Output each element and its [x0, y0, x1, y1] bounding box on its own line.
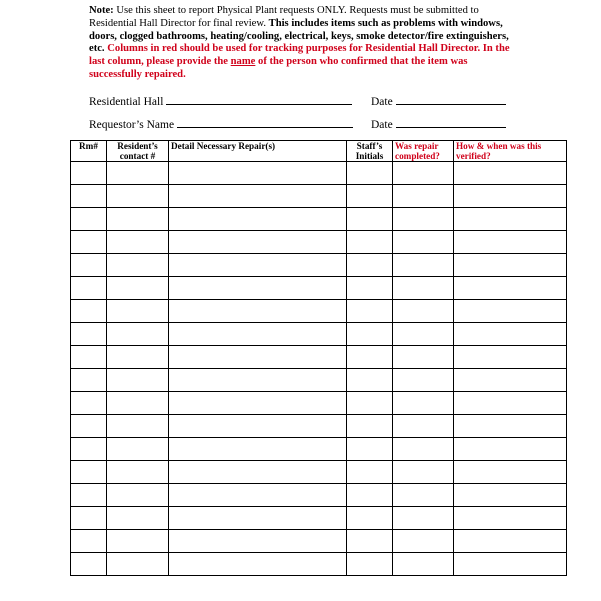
table-cell[interactable] — [454, 415, 567, 438]
table-row — [71, 461, 567, 484]
table-cell[interactable] — [107, 162, 169, 185]
table-row — [71, 369, 567, 392]
table-row — [71, 484, 567, 507]
table-cell[interactable] — [393, 461, 454, 484]
table-cell[interactable] — [393, 162, 454, 185]
table-cell[interactable] — [454, 346, 567, 369]
table-cell[interactable] — [107, 553, 169, 576]
table-cell[interactable] — [169, 553, 347, 576]
table-cell[interactable] — [71, 461, 107, 484]
table-cell[interactable] — [393, 254, 454, 277]
table-cell[interactable] — [347, 185, 393, 208]
date-row-2 — [371, 117, 506, 131]
col-header-room: Rm# — [71, 141, 107, 162]
requestor-row — [89, 117, 353, 131]
col-header-verified: How & when was this verified? — [454, 141, 567, 162]
table-row — [71, 277, 567, 300]
table-cell[interactable] — [393, 507, 454, 530]
table-cell[interactable] — [454, 369, 567, 392]
table-cell[interactable] — [454, 231, 567, 254]
table-cell[interactable] — [107, 208, 169, 231]
table-cell[interactable] — [107, 507, 169, 530]
table-cell[interactable] — [71, 507, 107, 530]
table-cell[interactable] — [107, 300, 169, 323]
table-cell[interactable] — [393, 208, 454, 231]
table-cell[interactable] — [169, 208, 347, 231]
table-cell[interactable] — [347, 162, 393, 185]
col-header-contact: Resident’s contact # — [107, 141, 169, 162]
table-cell[interactable] — [107, 415, 169, 438]
table-cell[interactable] — [454, 461, 567, 484]
table-cell[interactable] — [393, 231, 454, 254]
table-row — [71, 300, 567, 323]
table-cell[interactable] — [347, 507, 393, 530]
table-cell[interactable] — [71, 185, 107, 208]
table-cell[interactable] — [393, 369, 454, 392]
table-cell[interactable] — [71, 415, 107, 438]
table-cell[interactable] — [393, 392, 454, 415]
table-row — [71, 162, 567, 185]
table-cell[interactable] — [393, 300, 454, 323]
table-cell[interactable] — [169, 300, 347, 323]
table-cell[interactable] — [454, 208, 567, 231]
col-header-staff-initials: Staff’s Initials — [347, 141, 393, 162]
table-cell[interactable] — [454, 553, 567, 576]
table-row — [71, 530, 567, 553]
table-cell[interactable] — [454, 392, 567, 415]
table-cell[interactable] — [169, 415, 347, 438]
table-row — [71, 254, 567, 277]
table-cell[interactable] — [169, 484, 347, 507]
table-cell[interactable] — [347, 392, 393, 415]
table-cell[interactable] — [347, 346, 393, 369]
table-cell[interactable] — [169, 323, 347, 346]
table-cell[interactable] — [393, 438, 454, 461]
residential-hall-field[interactable] — [166, 94, 352, 105]
date-field-2[interactable] — [396, 117, 506, 128]
repair-table — [70, 140, 567, 576]
table-row — [71, 346, 567, 369]
col-header-repair-detail: Detail Necessary Repair(s) — [169, 141, 347, 162]
table-cell[interactable] — [347, 277, 393, 300]
table-cell[interactable] — [71, 208, 107, 231]
table-cell[interactable] — [71, 392, 107, 415]
table-cell[interactable] — [393, 530, 454, 553]
table-cell[interactable] — [393, 346, 454, 369]
note-label: Note: — [89, 5, 114, 16]
table-cell[interactable] — [71, 277, 107, 300]
table-cell[interactable] — [71, 162, 107, 185]
table-cell[interactable] — [71, 530, 107, 553]
note-red-text: Columns in red should be used for tracking purposes for Residential Hall Director. In the last column, please provide the — [89, 43, 510, 68]
table-cell[interactable] — [71, 553, 107, 576]
table-cell[interactable] — [169, 231, 347, 254]
table-cell[interactable] — [107, 438, 169, 461]
table-cell[interactable] — [71, 346, 107, 369]
table-cell[interactable] — [169, 438, 347, 461]
table-cell[interactable] — [71, 369, 107, 392]
table-cell[interactable] — [169, 461, 347, 484]
table-cell[interactable] — [107, 346, 169, 369]
date-label-1: Date — [371, 96, 393, 108]
table-cell[interactable] — [169, 530, 347, 553]
date-row-1 — [371, 94, 506, 108]
table-cell[interactable] — [347, 530, 393, 553]
table-cell[interactable] — [107, 369, 169, 392]
table-cell[interactable] — [347, 369, 393, 392]
table-cell[interactable] — [71, 438, 107, 461]
table-cell[interactable] — [454, 300, 567, 323]
requestor-field[interactable] — [177, 117, 353, 128]
table-cell[interactable] — [169, 369, 347, 392]
table-cell[interactable] — [107, 392, 169, 415]
table-cell[interactable] — [393, 484, 454, 507]
table-cell[interactable] — [393, 277, 454, 300]
table-cell[interactable] — [454, 507, 567, 530]
table-cell[interactable] — [169, 507, 347, 530]
table-cell[interactable] — [393, 553, 454, 576]
table-row — [71, 185, 567, 208]
table-cell[interactable] — [71, 254, 107, 277]
table-cell[interactable] — [454, 323, 567, 346]
table-cell[interactable] — [454, 438, 567, 461]
note-name-underline: name — [230, 56, 256, 68]
table-cell[interactable] — [454, 185, 567, 208]
table-cell[interactable] — [347, 484, 393, 507]
note-bold-text: This includes items such as problems with windows, doors, clogged bathrooms, heating/cooling, electrical, keys, smoke detector/fire extinguishers, etc. — [89, 17, 509, 55]
table-cell[interactable] — [107, 185, 169, 208]
table-cell[interactable] — [454, 162, 567, 185]
table-cell[interactable] — [107, 277, 169, 300]
table-cell[interactable] — [107, 254, 169, 277]
table-cell[interactable] — [107, 484, 169, 507]
residential-hall-label: Residential Hall — [89, 96, 164, 108]
requestor-label: Requestor’s Name — [89, 119, 175, 131]
residential-hall-row — [89, 94, 352, 108]
table-cell[interactable] — [454, 530, 567, 553]
table-cell[interactable] — [71, 231, 107, 254]
table-cell[interactable] — [347, 254, 393, 277]
table-cell[interactable] — [107, 530, 169, 553]
table-cell[interactable] — [347, 231, 393, 254]
table-cell[interactable] — [71, 484, 107, 507]
note-red-text-end: of the person who confirmed that the item was successfully repaired. — [89, 56, 468, 80]
table-row — [71, 392, 567, 415]
instructions-note — [89, 5, 519, 82]
header-row — [71, 141, 567, 162]
repair-table-body — [71, 162, 567, 576]
table-row — [71, 553, 567, 576]
col-header-repair-completed: Was repair completed? — [393, 141, 454, 162]
table-cell[interactable] — [107, 461, 169, 484]
table-cell[interactable] — [347, 438, 393, 461]
table-cell[interactable] — [347, 300, 393, 323]
table-cell[interactable] — [347, 415, 393, 438]
table-row — [71, 231, 567, 254]
table-row — [71, 208, 567, 231]
table-cell[interactable] — [347, 323, 393, 346]
table-cell[interactable] — [71, 300, 107, 323]
table-cell[interactable] — [347, 461, 393, 484]
table-cell[interactable] — [454, 277, 567, 300]
table-cell[interactable] — [107, 323, 169, 346]
table-cell[interactable] — [347, 553, 393, 576]
table-row — [71, 507, 567, 530]
table-cell[interactable] — [169, 346, 347, 369]
table-row — [71, 438, 567, 461]
date-label-2: Date — [371, 119, 393, 131]
table-cell[interactable] — [393, 185, 454, 208]
table-cell[interactable] — [169, 254, 347, 277]
table-cell[interactable] — [169, 277, 347, 300]
table-cell[interactable] — [454, 484, 567, 507]
table-cell[interactable] — [71, 323, 107, 346]
date-field-1[interactable] — [396, 94, 506, 105]
table-cell[interactable] — [169, 162, 347, 185]
table-cell[interactable] — [169, 392, 347, 415]
table-cell[interactable] — [454, 254, 567, 277]
table-row — [71, 415, 567, 438]
table-cell[interactable] — [393, 415, 454, 438]
note-text: Use this sheet to report Physical Plant requests ONLY. Requests must be submitted to Residential Hall Director for final review. — [89, 5, 479, 29]
table-cell[interactable] — [169, 185, 347, 208]
table-cell[interactable] — [107, 231, 169, 254]
table-cell[interactable] — [393, 323, 454, 346]
table-row — [71, 323, 567, 346]
table-cell[interactable] — [347, 208, 393, 231]
